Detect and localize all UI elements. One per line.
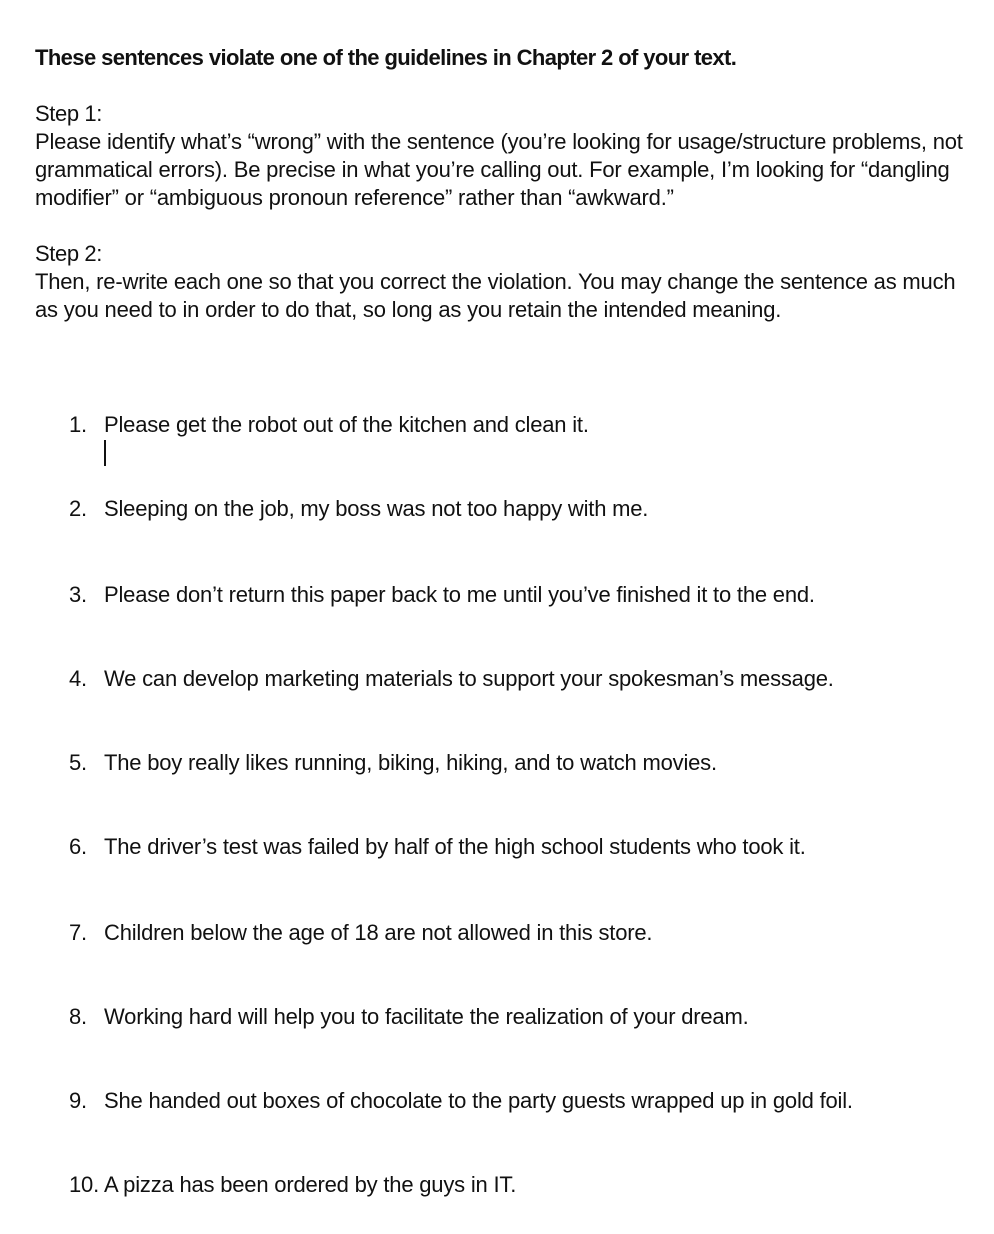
list-item <box>69 832 806 862</box>
item-text[interactable]: Working hard will help you to facilitate the realization of your dream. <box>104 1004 749 1029</box>
item-number: 10. <box>69 1172 99 1197</box>
list-item <box>69 748 717 778</box>
step2-heading: Step 2: <box>35 241 102 266</box>
item-text[interactable]: She handed out boxes of chocolate to the party guests wrapped up in gold foil. <box>104 1088 853 1113</box>
step1-body: Please identify what’s “wrong” with the sentence (you’re looking for usage/structure problems, not grammatical errors). Be precise in what you’re calling out. For example, I’m looking for “dangling modifier” or “ambiguous pronoun reference” rather than “awkward.” <box>35 129 963 210</box>
list-item <box>69 494 648 524</box>
text-cursor[interactable] <box>104 440 106 466</box>
item-number: 1. <box>69 412 87 437</box>
item-number: 2. <box>69 496 87 521</box>
intro-text: These sentences violate one of the guidelines in Chapter 2 of your text. <box>35 45 737 70</box>
list-item <box>69 410 589 440</box>
list-item <box>69 664 834 694</box>
item-number: 9. <box>69 1088 87 1113</box>
list-item <box>69 1170 516 1200</box>
item-number: 3. <box>69 582 87 607</box>
item-text[interactable]: The boy really likes running, biking, hiking, and to watch movies. <box>104 750 717 775</box>
item-number: 6. <box>69 834 87 859</box>
item-number: 4. <box>69 666 87 691</box>
item-number: 7. <box>69 920 87 945</box>
list-item <box>69 918 652 948</box>
step1-heading: Step 1: <box>35 101 102 126</box>
step2-body: Then, re-write each one so that you correct the violation. You may change the sentence as much as you need to in order to do that, so long as you retain the intended meaning. <box>35 269 956 322</box>
item-text[interactable]: We can develop marketing materials to support your spokesman’s message. <box>104 666 834 691</box>
document-page <box>35 44 970 352</box>
item-number: 5. <box>69 750 87 775</box>
item-number: 8. <box>69 1004 87 1029</box>
item-text[interactable]: Please don’t return this paper back to me until you’ve finished it to the end. <box>104 582 815 607</box>
item-text[interactable]: A pizza has been ordered by the guys in IT. <box>104 1172 517 1197</box>
list-item <box>69 580 815 610</box>
item-text[interactable]: Children below the age of 18 are not allowed in this store. <box>104 920 653 945</box>
item-text[interactable]: Please get the robot out of the kitchen and clean it. <box>104 412 589 437</box>
list-item <box>69 1002 749 1032</box>
list-item <box>69 1086 853 1116</box>
item-text[interactable]: The driver’s test was failed by half of the high school students who took it. <box>104 834 806 859</box>
item-text[interactable]: Sleeping on the job, my boss was not too happy with me. <box>104 496 649 521</box>
